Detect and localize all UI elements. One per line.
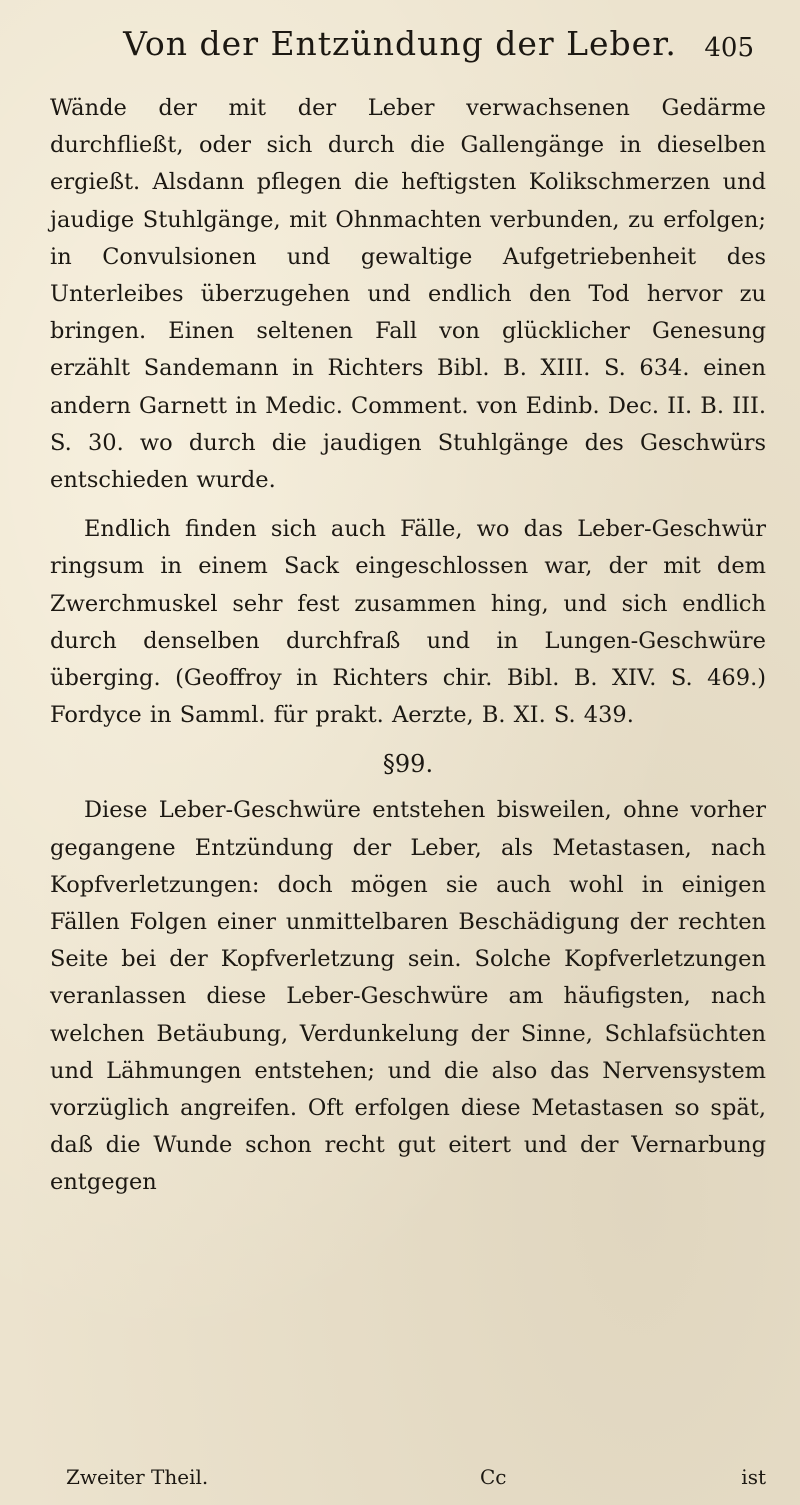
page-header — [0, 18, 800, 70]
paragraph-leber-geschwuer: Endlich finden sich auch Fälle, wo das Leber-Geschwür ringsum in einem Sack eingeschlossen war, der mit dem Zwerchmuskel sehr fest zusammen hing, und sich endlich durch denselben durchfraß und in Lungen-Geschwüre überging. (Geoffroy in Richters chir. Bibl. B. XIV. S. 469.) Fordyce in Samml. für prakt. Aerzte, B. XI. S. 439. — [50, 516, 766, 729]
paragraph-continuation: Wände der mit der Leber verwachsenen Gedärme durchfließt, oder sich durch die Gallengänge in dieselben ergießt. Alsdann pflegen die heftigsten Kolikschmerzen und jaudige Stuhlgänge, mit Ohnmachten verbunden, zu erfolgen; in Convulsionen und gewaltige Aufgetriebenheit des Unterleibes überzugehen und endlich den Tod hervor zu bringen. Einen seltenen Fall von glücklicher Genesung erzählt Sandemann in Richters Bibl. B. XIII. S. 634. einen andern Garnett in Medic. Comment. von Edinb. Dec. II. B. III. S. 30. wo durch die jaudigen Stuhlgänge des Geschwürs entschieden wurde. — [50, 95, 766, 494]
running-title: Von der Entzündung der Leber. — [123, 24, 677, 63]
catchword: ist — [741, 1465, 766, 1489]
page-number: 405 — [704, 33, 754, 63]
section-number: §99. — [382, 750, 434, 779]
page-footer — [50, 1460, 766, 1494]
volume-label: Zweiter Theil. — [66, 1465, 209, 1489]
body-text — [50, 90, 766, 1202]
signature-mark: Cc — [480, 1465, 507, 1489]
paragraph-metastasen: Diese Leber-Geschwüre entstehen bisweilen, ohne vorher gegangene Entzündung der Leber, als Metastasen, nach Kopfverletzungen: doch mögen sie auch wohl in einigen Fällen Folgen einer unmittelbaren Beschädigung der rechten Seite bei der Kopfverletzung sein. Solche Kopfverletzungen veranlassen diese Leber-Geschwüre am häufigsten, nach welchen Betäubung, Verdunkelung der Sinne, Schlafsüchten und Lähmungen entstehen; und die also das Nervensystem vorzüglich angreifen. Oft erfolgen diese Metastasen so spät, daß die Wunde schon recht gut eitert und der Vernarbung entgegen — [50, 797, 766, 1196]
